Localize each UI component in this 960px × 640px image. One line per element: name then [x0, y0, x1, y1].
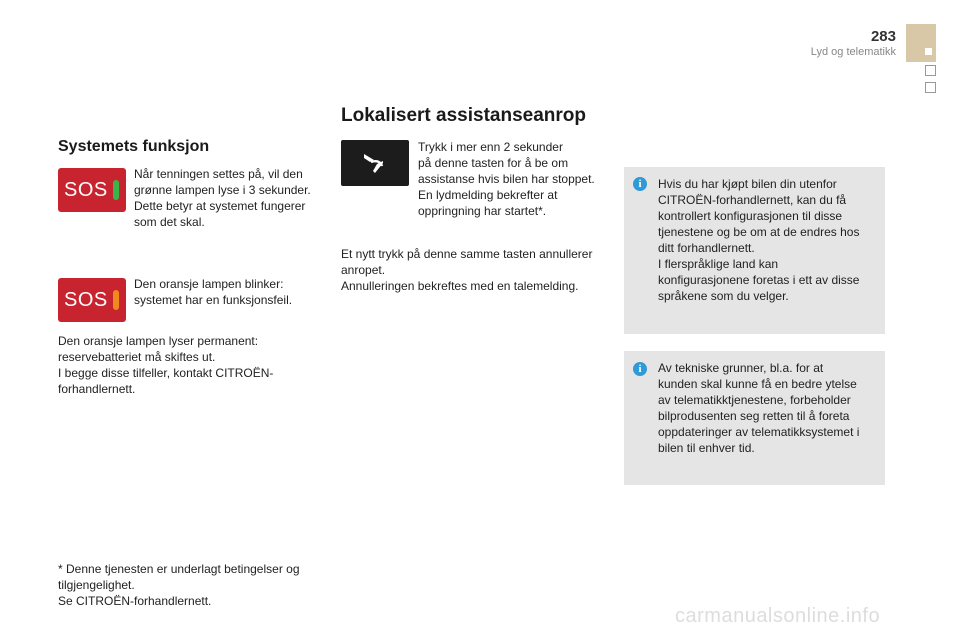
section-tab-box [925, 82, 936, 93]
paragraph-green-lamp: Når tenningen settes på, vil den grønne lampen lyse i 3 sekunder. Dette betyr at systemet fungerer som det skal. [134, 167, 311, 229]
green-lamp-icon [113, 180, 119, 200]
paragraph-cancel: Et nytt trykk på denne samme tasten annullerer anropet. Annulleringen bekreftes med en talemelding. [341, 247, 593, 293]
info-box-updates [624, 351, 885, 485]
sos-button-orange [58, 278, 126, 322]
paragraph-press-button: Trykk i mer enn 2 sekunder på denne tasten for å be om assistanse hvis bilen har stoppet. En lydmelding bekrefter at oppringning har startet*. [418, 140, 595, 218]
info-box-configuration [624, 167, 885, 334]
section-title: Lyd og telematikk [810, 46, 896, 58]
footnote: * Denne tjenesten er underlagt betingelser og tilgjengelighet. Se CITROËN-forhandlernett. [58, 562, 300, 608]
info-icon: i [633, 362, 647, 376]
info-text-updates: Av tekniske grunner, bl.a. for at kunden skal kunne få en bedre ytelse av telematikktjenestene, forbeholder bilprodusenten seg retten til å foreta oppdateringer av telematikksystemet i bilen til enhver tid. [658, 361, 860, 455]
section-heading-system-function: Systemets funksjon [58, 138, 210, 155]
ds-logo-icon [341, 140, 409, 186]
sos-label: SOS [64, 178, 108, 201]
info-text-configuration: Hvis du har kjøpt bilen din utenfor CITROËN-forhandlernett, kan du få kontrollert konfigurasjonen til disse tjenestene og be om at de endres hos ditt forhandlernett. I flerspråklige land kan konfigurasjonene foretas i ett av disse språkene som du velger. [658, 177, 860, 303]
watermark: carmanualsonline.info [675, 605, 881, 627]
section-tab [906, 24, 936, 62]
paragraph-orange-blink: Den oransje lampen blinker: systemet har en funksjonsfeil. [134, 277, 293, 307]
sos-button-green [58, 168, 126, 212]
page-number: 283 [870, 28, 896, 45]
sos-label: SOS [64, 288, 108, 311]
assistance-button [341, 140, 409, 186]
paragraph-orange-permanent: Den oransje lampen lyser permanent: reservebatteriet må skiftes ut. I begge disse tilfeller, kontakt CITROËN- forhandlernett. [58, 334, 274, 396]
section-heading-assistance-call: Lokalisert assistanseanrop [341, 105, 586, 126]
info-icon: i [633, 177, 647, 191]
section-tab-box [925, 65, 936, 76]
section-tab-marker [925, 48, 932, 55]
orange-lamp-icon [113, 290, 119, 310]
